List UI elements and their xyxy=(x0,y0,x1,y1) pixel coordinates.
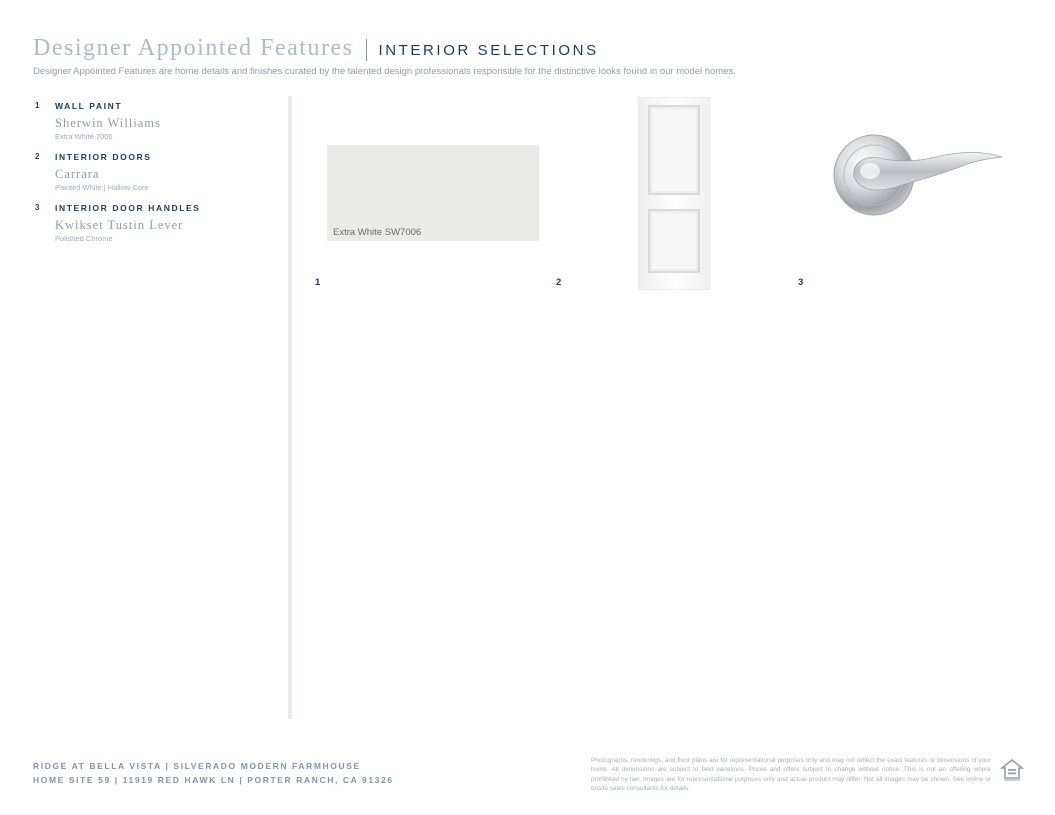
list-item xyxy=(35,201,275,252)
list-item xyxy=(35,99,275,150)
footer-community: RIDGE AT BELLA VISTA | SILVERADO MODERN FARMHOUSE xyxy=(33,761,361,771)
paint-swatch xyxy=(327,145,539,241)
vertical-divider xyxy=(288,96,292,719)
item-number: 2 xyxy=(35,152,40,161)
item-detail: Polished Chrome xyxy=(55,234,113,243)
item-category: INTERIOR DOORS xyxy=(55,152,152,162)
item-name: Carrara xyxy=(55,167,100,181)
item-name: Sherwin Williams xyxy=(55,116,161,130)
selection-list xyxy=(35,99,275,252)
swatch-label: Extra White SW7006 xyxy=(333,227,422,238)
list-item xyxy=(35,150,275,201)
image-label-1: 1 xyxy=(315,277,321,288)
page-title xyxy=(33,35,599,62)
item-detail: Painted White | Hollow Core xyxy=(55,183,149,192)
intro-text: Designer Appointed Features are home details and finishes curated by the talented design professionals responsible for the distinctive looks found in our model homes. xyxy=(33,66,736,77)
image-label-3: 3 xyxy=(798,277,804,288)
footer-address xyxy=(33,759,394,787)
title-separator xyxy=(366,39,367,61)
disclaimer-text: Photographs, renderings, and floor plans are for representational purposes only and may not reflect the exact features or dimensions of your home. All dimensions are subject to field variations. Prices and offers subject to change without notice. This is not an offering where prohibited by law. Images are for representational purposes only and actual product may differ. Not all images may be shown. See online or onsite sales consultants for details. xyxy=(591,757,991,792)
footer-homesite: HOME SITE 59 | 11919 RED HAWK LN | PORTER RANCH, CA 91326 xyxy=(33,775,394,785)
equal-housing-opportunity-icon xyxy=(1000,758,1024,782)
item-category: INTERIOR DOOR HANDLES xyxy=(55,203,201,213)
title-main: Designer Appointed Features xyxy=(33,35,354,61)
title-subtitle: INTERIOR SELECTIONS xyxy=(378,42,599,59)
image-label-2: 2 xyxy=(556,277,562,288)
item-number: 3 xyxy=(35,203,40,212)
item-number: 1 xyxy=(35,101,40,110)
item-name: Kwikset Tustin Lever xyxy=(55,218,184,232)
item-detail: Extra White 7006 xyxy=(55,132,113,141)
door-image xyxy=(638,97,710,290)
door-handle-image xyxy=(832,133,1007,218)
item-category: WALL PAINT xyxy=(55,101,123,111)
